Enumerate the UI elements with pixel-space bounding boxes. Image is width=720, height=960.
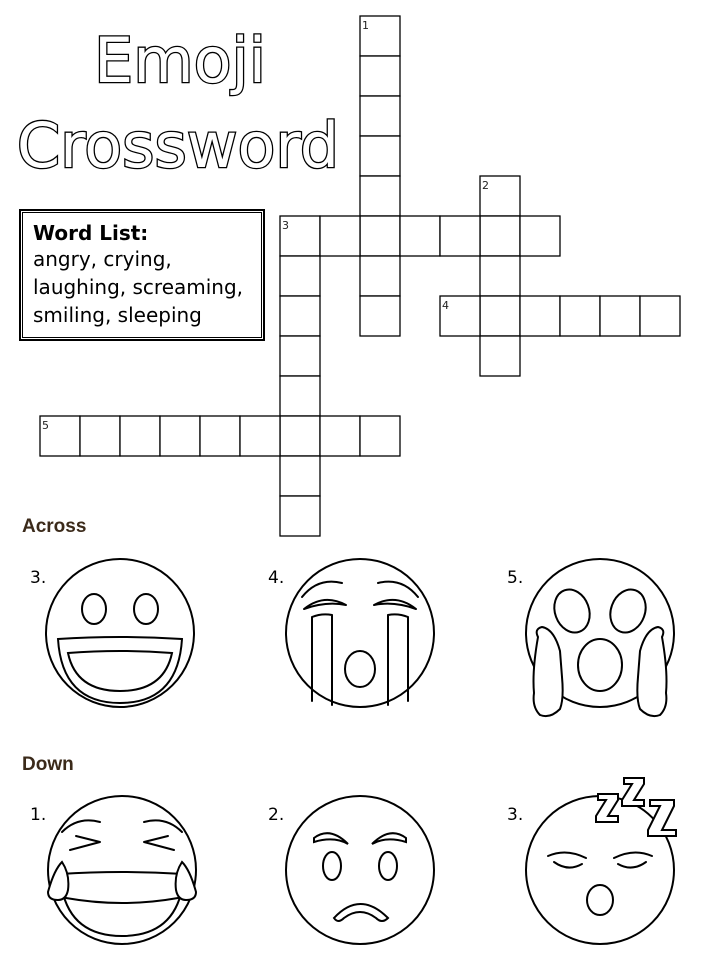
grid-cell[interactable] (360, 56, 400, 96)
grid-cell[interactable] (520, 216, 560, 256)
grid-cell[interactable] (440, 216, 480, 256)
across-heading: Across (22, 516, 87, 537)
grid-cell[interactable] (480, 296, 520, 336)
grid-cell[interactable] (600, 296, 640, 336)
grid-cell[interactable] (360, 296, 400, 336)
grid-cell[interactable] (360, 136, 400, 176)
grid-cell[interactable] (320, 416, 360, 456)
grid-cell[interactable] (480, 336, 520, 376)
grid-cell[interactable] (280, 456, 320, 496)
smiling-emoji-icon (40, 553, 200, 723)
grid-cell[interactable] (560, 296, 600, 336)
down-clue-1-number: 1. (30, 805, 47, 825)
across-clue-5-number: 5. (507, 568, 524, 588)
grid-cell[interactable] (360, 216, 400, 256)
across-clue-3-number: 3. (30, 568, 47, 588)
grid-cell[interactable] (80, 416, 120, 456)
grid-cell[interactable] (480, 256, 520, 296)
grid-cell[interactable] (200, 416, 240, 456)
grid-cell[interactable] (360, 256, 400, 296)
word-list-heading: Word List: (33, 221, 149, 245)
laughing-emoji-icon (40, 790, 210, 950)
grid-cell[interactable] (360, 96, 400, 136)
title-line-2: Crossword (16, 109, 340, 182)
grid-clue-number: 3 (282, 219, 289, 232)
grid-cell[interactable] (360, 176, 400, 216)
grid-cell[interactable] (480, 216, 520, 256)
grid-cell[interactable] (280, 256, 320, 296)
grid-cell[interactable] (280, 336, 320, 376)
grid-clue-number: 2 (482, 179, 489, 192)
grid-cell[interactable] (280, 296, 320, 336)
grid-cell[interactable] (360, 416, 400, 456)
grid-clue-number: 1 (362, 19, 369, 32)
across-clue-4-number: 4. (268, 568, 285, 588)
grid-cell[interactable] (400, 216, 440, 256)
word-list-words: angry, crying, laughing, screaming, smiling, sleeping (33, 247, 244, 327)
grid-cell[interactable] (160, 416, 200, 456)
grid-clue-number: 4 (442, 299, 449, 312)
grid-cell[interactable] (520, 296, 560, 336)
grid-clue-number: 5 (42, 419, 49, 432)
crying-emoji-icon (280, 553, 440, 723)
grid-cell[interactable] (240, 416, 280, 456)
title-line-1: Emoji (94, 24, 266, 97)
angry-emoji-icon (280, 790, 440, 950)
grid-cell[interactable] (280, 376, 320, 416)
down-clue-3-number: 3. (507, 805, 524, 825)
grid-cell[interactable] (640, 296, 680, 336)
grid-cell[interactable] (280, 496, 320, 536)
down-clue-2-number: 2. (268, 805, 285, 825)
grid-cell[interactable] (320, 216, 360, 256)
grid-cell[interactable] (280, 416, 320, 456)
down-heading: Down (22, 754, 74, 775)
grid-cell[interactable] (120, 416, 160, 456)
sleeping-emoji-icon (520, 770, 690, 950)
screaming-emoji-icon (520, 553, 680, 723)
